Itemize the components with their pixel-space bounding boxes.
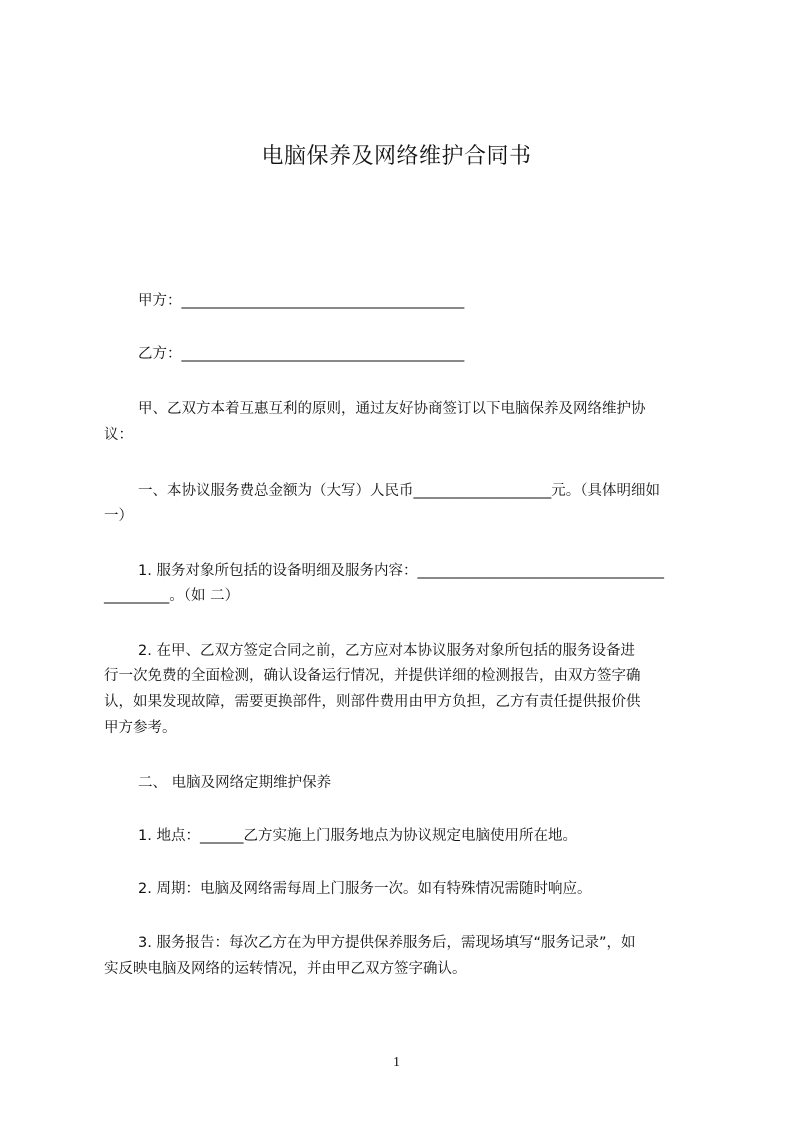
service-content-line-1: 1. 服务对象所包括的设备明细及服务内容：__________________________________ <box>138 563 664 579</box>
intro-line-1: 甲、乙双方本着互惠互利的原则，通过友好协商签订以下电脑保养及网络维护协 <box>138 401 646 417</box>
intro-line-2: 议： <box>104 427 133 443</box>
document-title: 电脑保养及网络维护合同书 <box>261 144 532 169</box>
service-content-line-2: _________。（如 二） <box>104 588 240 604</box>
report-line-1: 3. 服务报告：每次乙方在为甲方提供保养服务后，需现场填写“服务记录”，如 <box>138 935 636 951</box>
inspection-line-3: 认，如果发现故障，需要更换部件，则部件费用由甲方负担，乙方有责任提供报价供 <box>104 694 641 710</box>
party-a-line: 甲方：_______________________________________ <box>138 293 465 309</box>
fee-line-1: 一、本协议服务费总金额为（大写）人民币___________________元。（具体明细如 <box>138 483 660 499</box>
report-line-2: 实反映电脑及网络的运转情况，并由甲乙双方签字确认。 <box>104 961 467 977</box>
fee-line-2: 一） <box>104 508 133 524</box>
inspection-line-4: 甲方参考。 <box>104 720 177 736</box>
location-line: 1. 地点：______乙方实施上门服务地点为协议规定电脑使用所在地。 <box>138 828 577 844</box>
cycle-line: 2. 周期：电脑及网络需每周上门服务一次。如有特殊情况需随时响应。 <box>138 881 592 897</box>
inspection-line-2: 行一次免费的全面检测，确认设备运行情况，并提供详细的检测报告，由双方签字确 <box>104 668 641 684</box>
maintenance-heading: 二、 电脑及网络定期维护保养 <box>138 775 332 791</box>
inspection-line-1: 2. 在甲、乙双方签定合同之前，乙方应对本协议服务对象所包括的服务设备进 <box>138 643 635 659</box>
party-b-line: 乙方：_______________________________________ <box>138 346 465 362</box>
page-number: 1 <box>393 1055 400 1070</box>
